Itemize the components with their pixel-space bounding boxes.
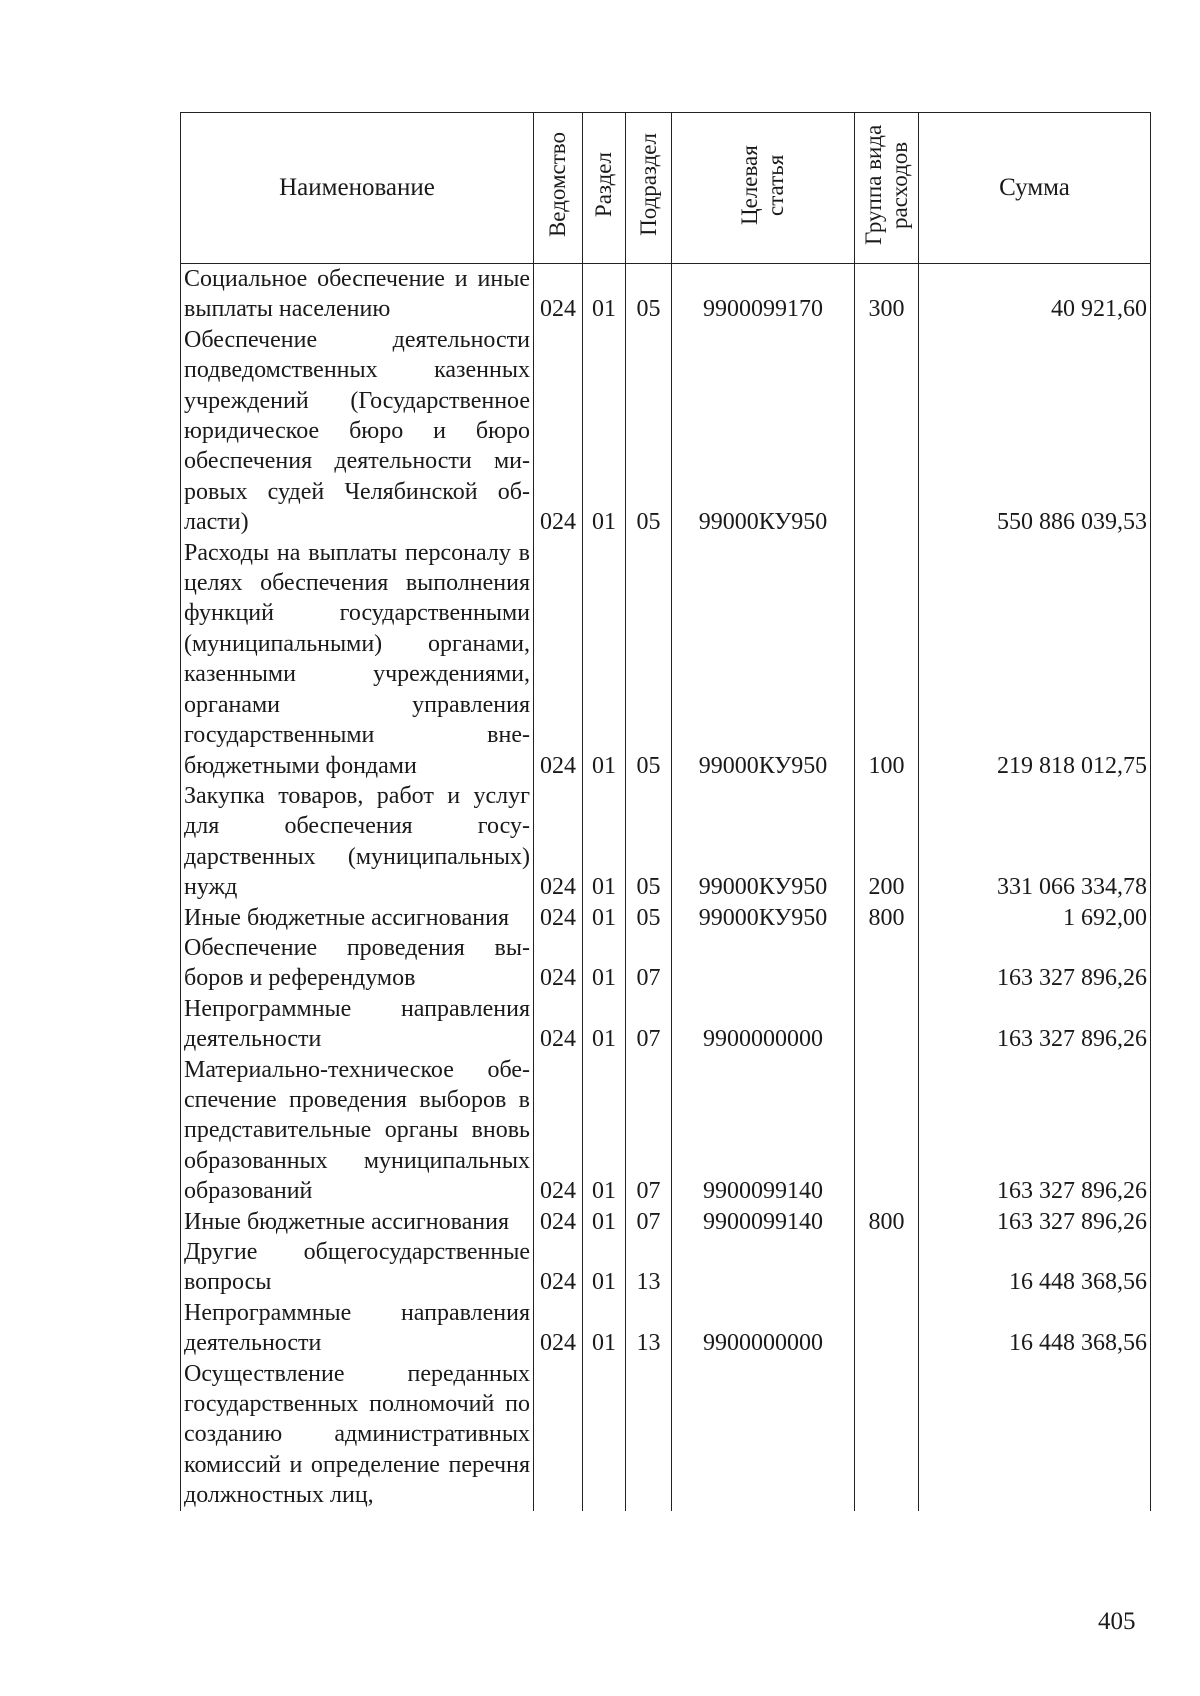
row-podrazdel: 05 — [626, 325, 672, 538]
row-vedomstvo: 024 — [534, 538, 583, 781]
row-name: Иные бюджетные ассигнования — [181, 903, 534, 933]
row-vedomstvo: 024 — [534, 325, 583, 538]
row-name: Материально-техническое обеспечение проведения выборов в представительные органы вновь образованных муниципальных образований — [181, 1055, 534, 1207]
row-summa: 331 066 334,78 — [919, 781, 1151, 903]
header-podrazdel: Подраздел — [626, 113, 672, 264]
row-razdel — [583, 1359, 626, 1511]
table-row — [181, 781, 1151, 903]
header-celevaya-statya: Целевая статья — [672, 113, 855, 264]
header-vedomstvo: Ведомство — [534, 113, 583, 264]
row-vedomstvo: 024 — [534, 1298, 583, 1359]
row-podrazdel: 13 — [626, 1237, 672, 1298]
table-header-row — [181, 113, 1151, 264]
row-celevaya-statya: 9900099140 — [672, 1055, 855, 1207]
header-summa: Сумма — [919, 113, 1151, 264]
row-gruppa — [855, 1298, 919, 1359]
header-razdel: Раздел — [583, 113, 626, 264]
row-vedomstvo: 024 — [534, 1055, 583, 1207]
table-row — [181, 1298, 1151, 1359]
row-gruppa: 300 — [855, 264, 919, 325]
row-podrazdel: 07 — [626, 994, 672, 1055]
row-podrazdel: 05 — [626, 264, 672, 325]
row-podrazdel: 07 — [626, 1207, 672, 1237]
row-podrazdel — [626, 1359, 672, 1511]
row-razdel: 01 — [583, 264, 626, 325]
row-razdel: 01 — [583, 933, 626, 994]
row-summa: 550 886 039,53 — [919, 325, 1151, 538]
row-summa: 163 327 896,26 — [919, 933, 1151, 994]
row-razdel: 01 — [583, 1237, 626, 1298]
row-podrazdel: 05 — [626, 538, 672, 781]
row-vedomstvo: 024 — [534, 264, 583, 325]
header-name: Наименование — [181, 113, 534, 264]
row-podrazdel: 07 — [626, 933, 672, 994]
row-razdel: 01 — [583, 1207, 626, 1237]
table-row — [181, 933, 1151, 994]
row-celevaya-statya — [672, 1359, 855, 1511]
table-row — [181, 264, 1151, 325]
row-name: Обеспечение проведения выборов и референдумов — [181, 933, 534, 994]
row-razdel: 01 — [583, 538, 626, 781]
row-celevaya-statya: 9900000000 — [672, 1298, 855, 1359]
row-name: Осуществление переданных государственных полномочий по созданию административных комиссий и определение перечня должностных лиц, — [181, 1359, 534, 1511]
row-name: Расходы на выплаты персоналу в целях обеспечения выполнения функций государственными (муниципальными) органами, казенными учреждениями, органами управления государственными внебюджетными фондами — [181, 538, 534, 781]
row-gruppa: 200 — [855, 781, 919, 903]
row-summa: 163 327 896,26 — [919, 1055, 1151, 1207]
row-summa: 219 818 012,75 — [919, 538, 1151, 781]
table-row — [181, 903, 1151, 933]
row-gruppa: 100 — [855, 538, 919, 781]
row-summa: 163 327 896,26 — [919, 994, 1151, 1055]
row-vedomstvo: 024 — [534, 1207, 583, 1237]
row-razdel: 01 — [583, 903, 626, 933]
page-number: 405 — [1098, 1608, 1136, 1635]
row-gruppa: 800 — [855, 903, 919, 933]
row-name: Социальное обеспечение и иные выплаты населению — [181, 264, 534, 325]
row-gruppa — [855, 325, 919, 538]
table-row — [181, 1237, 1151, 1298]
row-celevaya-statya: 99000КУ950 — [672, 538, 855, 781]
row-gruppa: 800 — [855, 1207, 919, 1237]
row-razdel: 01 — [583, 1298, 626, 1359]
row-celevaya-statya — [672, 933, 855, 994]
row-summa: 40 921,60 — [919, 264, 1151, 325]
table-row — [181, 994, 1151, 1055]
row-gruppa — [855, 1237, 919, 1298]
row-gruppa — [855, 1359, 919, 1511]
row-vedomstvo — [534, 1359, 583, 1511]
row-summa — [919, 1359, 1151, 1511]
row-gruppa — [855, 1055, 919, 1207]
row-celevaya-statya: 99000КУ950 — [672, 903, 855, 933]
table-row — [181, 1359, 1151, 1511]
row-celevaya-statya: 99000КУ950 — [672, 781, 855, 903]
row-vedomstvo: 024 — [534, 1237, 583, 1298]
row-name: Другие общегосударственные вопросы — [181, 1237, 534, 1298]
row-summa: 163 327 896,26 — [919, 1207, 1151, 1237]
row-name: Обеспечение деятельности подведомственных казенных учреждений (Государственное юридическое бюро и бюро обеспечения деятельности мировых судей Челябинской области) — [181, 325, 534, 538]
row-name: Непрограммные направления деятельности — [181, 994, 534, 1055]
row-podrazdel: 13 — [626, 1298, 672, 1359]
row-name: Закупка товаров, работ и услуг для обеспечения государственных (муниципальных) нужд — [181, 781, 534, 903]
row-vedomstvo: 024 — [534, 903, 583, 933]
row-vedomstvo: 024 — [534, 933, 583, 994]
row-summa: 16 448 368,56 — [919, 1237, 1151, 1298]
table-row — [181, 1055, 1151, 1207]
row-name: Иные бюджетные ассигнования — [181, 1207, 534, 1237]
row-vedomstvo: 024 — [534, 781, 583, 903]
row-summa: 16 448 368,56 — [919, 1298, 1151, 1359]
row-celevaya-statya: 9900000000 — [672, 994, 855, 1055]
row-podrazdel: 07 — [626, 1055, 672, 1207]
row-razdel: 01 — [583, 325, 626, 538]
header-gruppa-vida-rashodov: Группа вида расходов — [855, 113, 919, 264]
row-celevaya-statya — [672, 1237, 855, 1298]
table-row — [181, 325, 1151, 538]
row-name: Непрограммные направления деятельности — [181, 1298, 534, 1359]
row-celevaya-statya: 99000КУ950 — [672, 325, 855, 538]
row-gruppa — [855, 994, 919, 1055]
row-razdel: 01 — [583, 781, 626, 903]
budget-table — [180, 112, 1151, 1511]
row-podrazdel: 05 — [626, 903, 672, 933]
row-vedomstvo: 024 — [534, 994, 583, 1055]
table-row — [181, 538, 1151, 781]
row-celevaya-statya: 9900099140 — [672, 1207, 855, 1237]
row-podrazdel: 05 — [626, 781, 672, 903]
row-celevaya-statya: 9900099170 — [672, 264, 855, 325]
row-razdel: 01 — [583, 994, 626, 1055]
table-row — [181, 1207, 1151, 1237]
row-gruppa — [855, 933, 919, 994]
row-razdel: 01 — [583, 1055, 626, 1207]
row-summa: 1 692,00 — [919, 903, 1151, 933]
